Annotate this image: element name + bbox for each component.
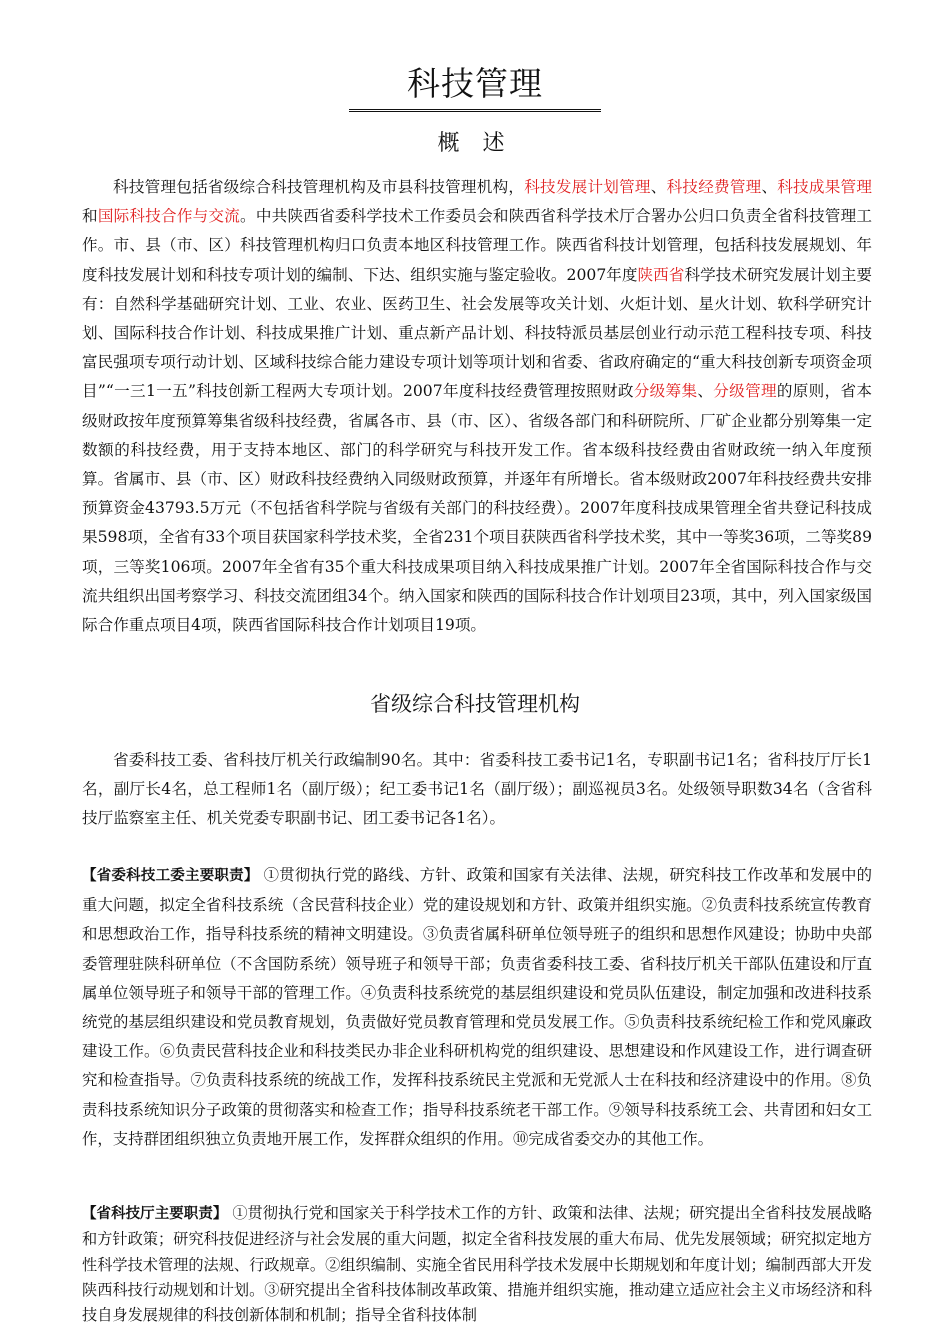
department-duties-label: 【省科技厅主要职责】 — [82, 1206, 228, 1222]
section-heading-provincial-org: 省级综合科技管理机构 — [370, 692, 580, 716]
committee-duties-paragraph: 【省委科技工委主要职责】 ①贯彻执行党的路线、方针、政策和国家有关法律、法规，研究科技工作改革和发展中的重大问题，拟定全省科技系统（含民营科技企业）党的建设规划和方针、政策并组织实施。②负责科技系统宣传教育和思想政治工作，指导科技系统的精神文明建设。③负责省属科研单位领导班子的组织和思想作风建设；协助中央部委管理驻陕科研单位（不含国防系统）领导班子和领导干部；负责省委科技工委、省科技厅机关干部队伍建设和厅直属单位领导班子和领导干部的管理工作。④负责科技系统党的基层组织建设和党员队伍建设，制定加强和改进科技系统党的基层组织建设和党员教育规划，负责做好党员教育管理和党员发展工作。⑤负责科技系统纪检工作和党风廉政建设工作。⑥负责民营科技企业和科技类民办非企业科研机构党的组织建设、思想建设和作风建设工作，进行调查研究和检查指导。⑦负责科技系统的统战工作，发挥科技系统民主党派和无党派人士在科技和经济建设中的作用。⑧负责科技系统知识分子政策的贯彻落实和检查工作；指导科技系统老干部工作。⑨领导科技系统工会、共青团和妇女工作，支持群团组织独立负责地开展工作，发挥群众组织的作用。⑩完成省委交办的其他工作。 — [82, 866, 872, 1148]
section-heading-overview: 概 述 — [437, 131, 513, 156]
overview-paragraph: 科技管理包括省级综合科技管理机构及市县科技管理机构，科技发展计划管理、科技经费管理、科技成果管理和国际科技合作与交流。中共陕西省委科学技术工作委员会和陕西省科学技术厅合署办公归口负责全省科技管理工作。市、县（市、区）科技管理机构归口负责本地区科技管理工作。陕西省科技计划管理，包括科技发展规划、年度科技发展计划和科技专项计划的编制、下达、组织实施与鉴定验收。2007年度陕西省科学技术研究发展计划主要有：自然科学基础研究计划、工业、农业、医药卫生、社会发展等攻关计划、火炬计划、星火计划、软科学研究计划、国际科技合作计划、科技成果推广计划、重点新产品计划、科技特派员基层创业行动示范工程科技专项、科技富民强项专项行动计划、区域科技综合能力建设专项计划等项计划和省委、省政府确定的“重大科技创新专项资金项目”“一三1一五”科技创新工程两大专项计划。2007年度科技经费管理按照财政分级筹集、分级管理的原则，省本级财政按年度预算筹集省级科技经费，省属各市、县（市、区）、省级各部门和科研院所、厂矿企业都分别筹集一定数额的科技经费，用于支持本地区、部门的科学研究与科技开发工作。省本级科技经费由省财政统一纳入年度预算。省属市、县（市、区）财政科技经费纳入同级财政预算，并逐年有所增长。省本级财政2007年科技经费共安排预算资金43793.5万元（不包括省科学院与省级有关部门的科技经费）。2007年度科技成果管理全省共登记科技成果598项，全省有33个项目获国家科学技术奖，全省231个项目获陕西省科学技术奖，其中一等奖36项，二等奖89项，三等奖106项。2007年全省有35个重大科技成果项目纳入科技成果推广计划。2007年全省国际科技合作与交流共组织出国考察学习、科技交流团组34个。纳入国家和陕西的国际科技合作计划项目23项，其中，列入国家级国际合作重点项目4项，陕西省国际科技合作计划项目19项。 — [82, 178, 872, 635]
department-duties-paragraph: 【省科技厅主要职责】 ①贯彻执行党和国家关于科学技术工作的方针、政策和法律、法规；研究提出全省科技发展战略和方针政策；研究科技促进经济与社会发展的重大问题，拟定全省科技发展的重大布局、优先发展领域；研究拟定地方性科学技术管理的法规、行政规章。②组织编制、实施全省民用科学技术发展中长期规划和年度计划；编制西部大开发陕西科技行动规划和计划。③研究提出全省科技体制改革政策、措施并组织实施，推动建立适应社会主义市场经济和科技自身发展规律的科技创新体制和机制；指导全省科技体制 — [82, 1204, 873, 1325]
committee-duties-label: 【省委科技工委主要职责】 — [82, 868, 259, 884]
link-international-cooperation[interactable]: 国际科技合作与交流 — [97, 207, 241, 226]
link-tiered-funding[interactable]: 分级筹集 — [633, 382, 698, 401]
link-tech-funding-management[interactable]: 科技经费管理 — [666, 178, 762, 196]
link-tiered-management[interactable]: 分级管理 — [713, 382, 777, 401]
page-title: 科技管理 — [349, 58, 601, 112]
link-tech-achievement-management[interactable]: 科技成果管理 — [777, 178, 872, 196]
link-tech-plan-management[interactable]: 科技发展计划管理 — [524, 178, 651, 196]
staffing-paragraph: 省委科技工委、省科技厅机关行政编制90名。其中：省委科技工委书记1名，专职副书记1名；省科技厅厅长1名，副厅长4名，总工程师1名（副厅级）；纪工委书记1名（副厅级）；副巡视员3名。处级领导职数34名（含省科技厅监察室主任、机关党委专职副书记、团工委书记各1名）。 — [82, 751, 872, 828]
link-shaanxi-province[interactable]: 陕西省 — [637, 265, 685, 284]
